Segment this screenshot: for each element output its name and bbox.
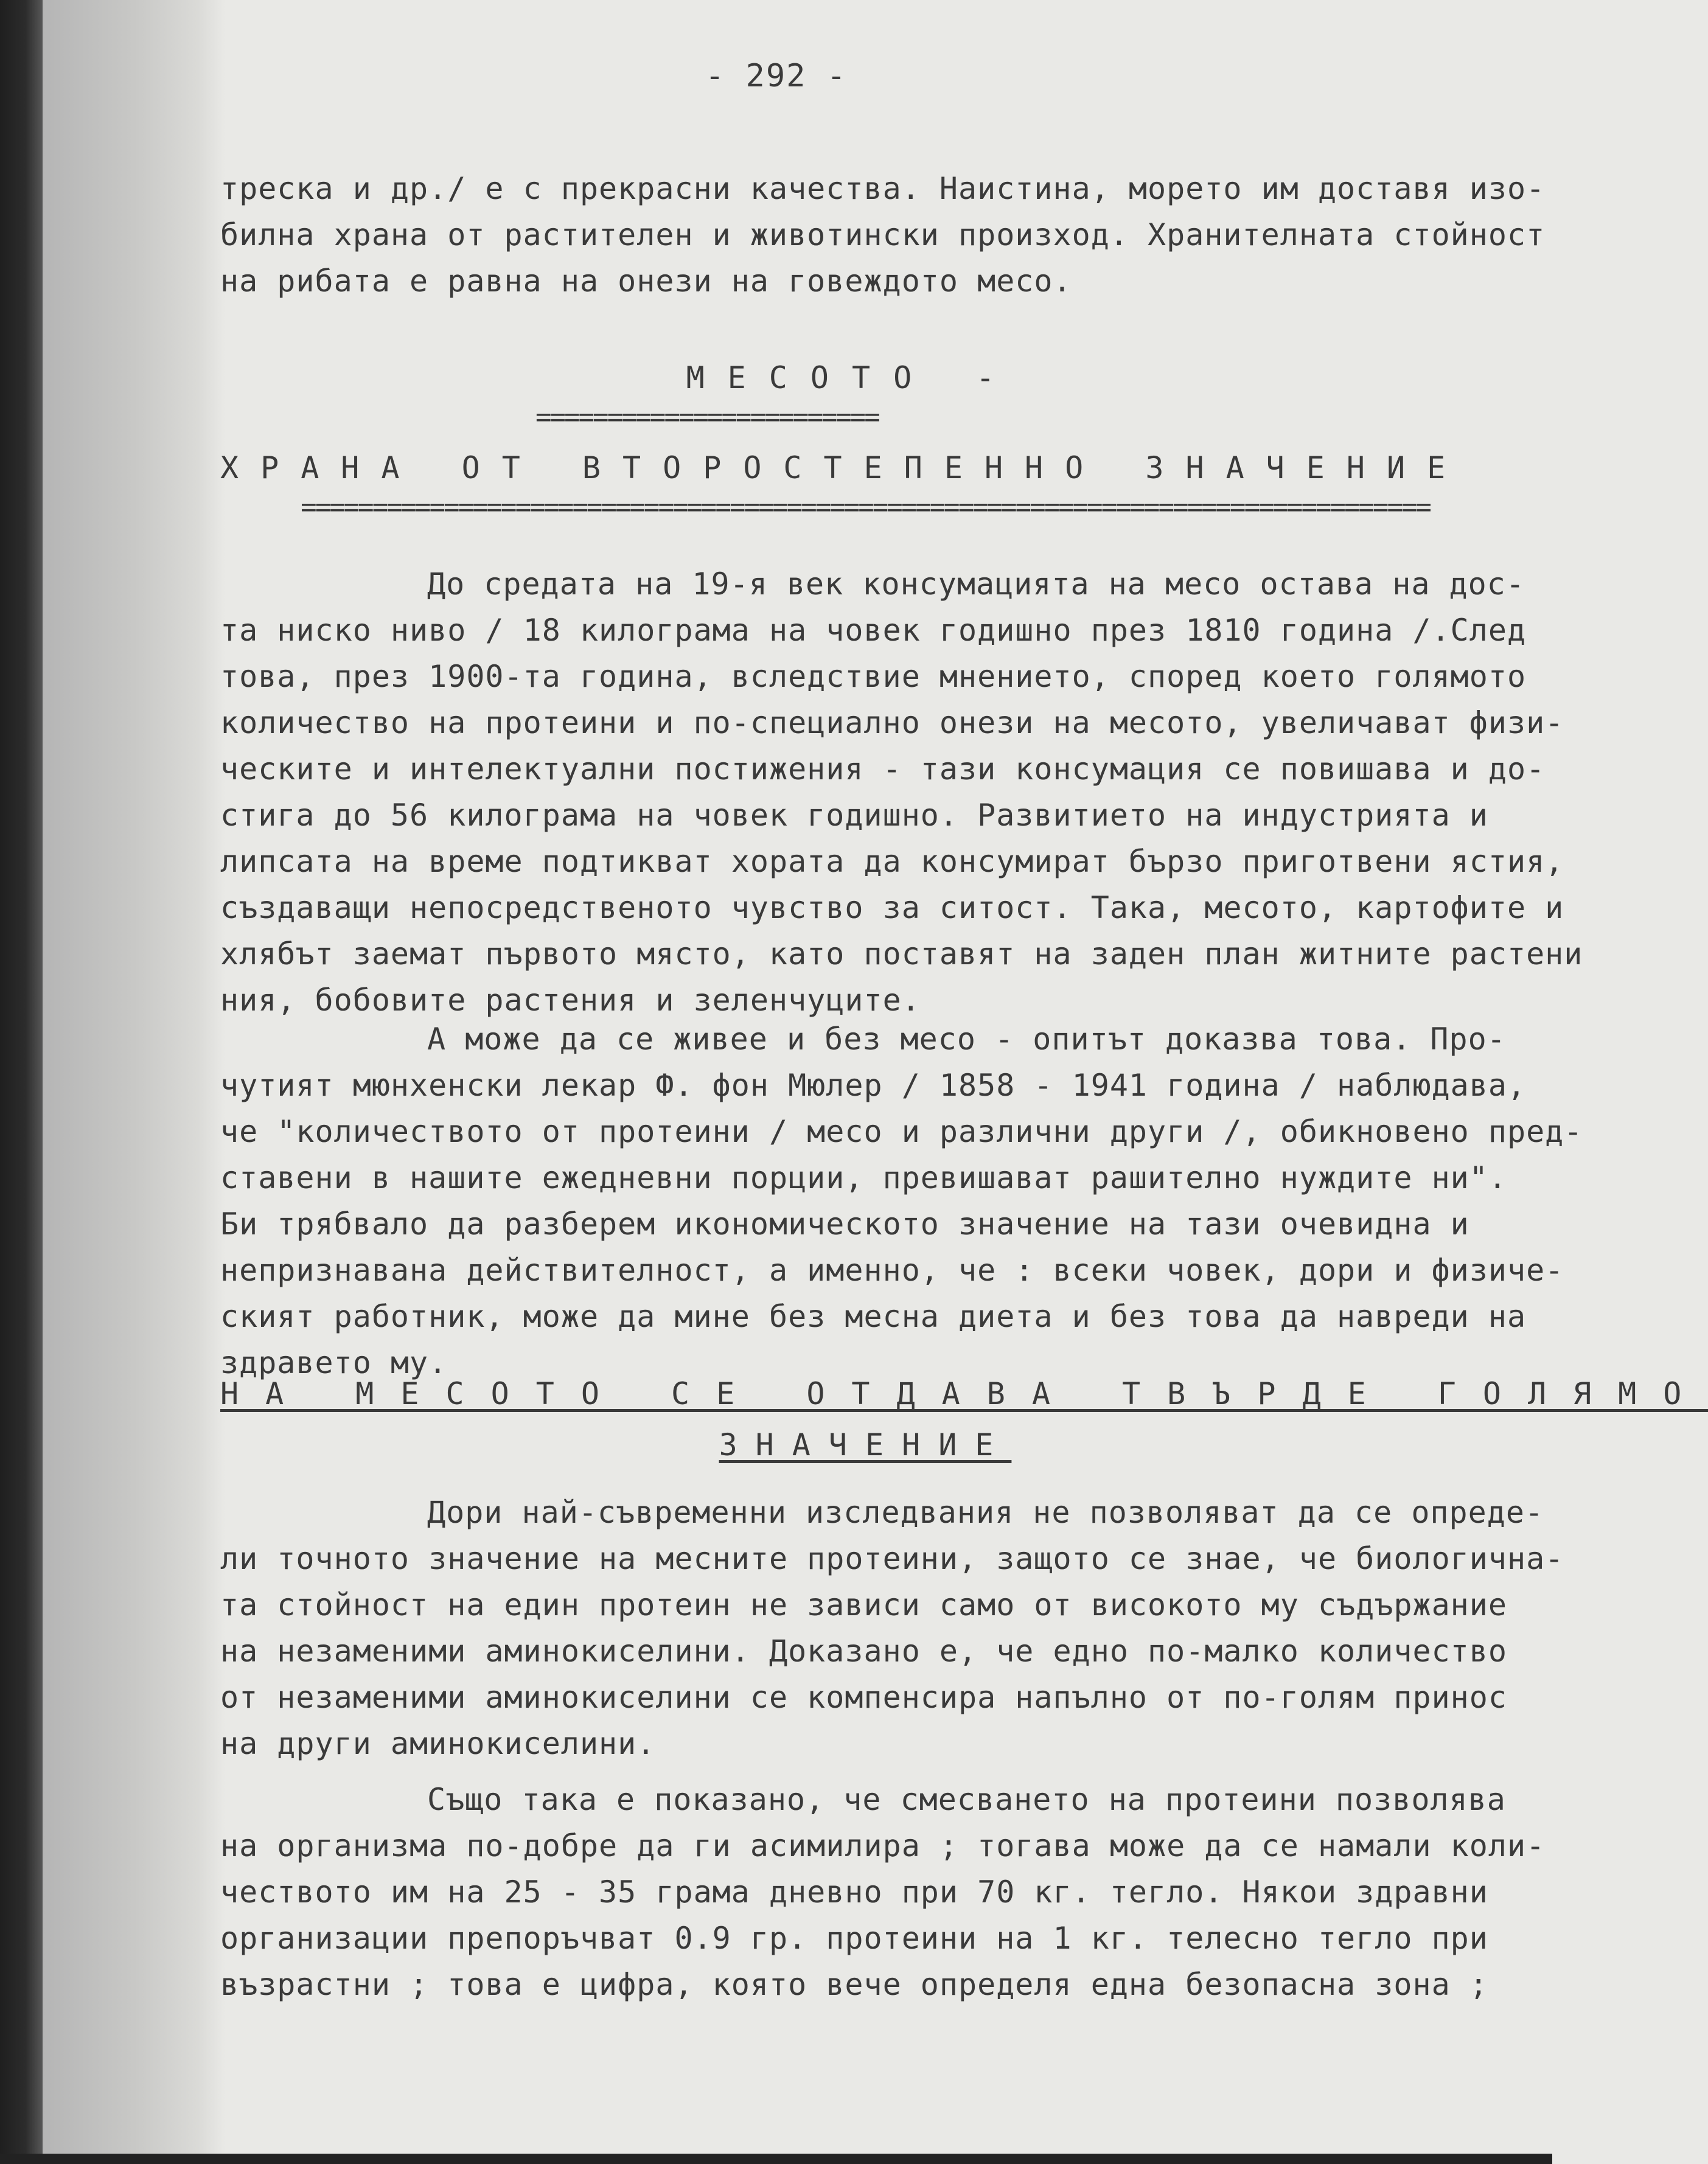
text-line: билна храна от растителен и животински произход. Хранителната стойност (220, 217, 1546, 252)
section-subtitle-secondary-food: ХРАНА ОТ ВТОРОСТЕПЕННО ЗНАЧЕНИЕ (220, 450, 1468, 485)
text-line: ческите и интелектуални постижения - тази консумация се повишава и до- (220, 751, 1546, 787)
text-line: количество на протеини и по-специално онези на месото, увеличават физи- (220, 705, 1564, 740)
intro-paragraph (220, 165, 1546, 304)
paragraph-protein-mixing (220, 1776, 1546, 2008)
text-line: това, през 1900-та година, вследствие мнението, според което голямото (220, 659, 1527, 694)
text-line: стига до 56 килограма на човек годишно. Развитието на индустрията и (220, 798, 1488, 833)
paragraph-meat-proteins (220, 1489, 1564, 1767)
section-title-meat-importance-line2: ЗНАЧЕНИЕ (719, 1427, 1012, 1463)
text-line: на други аминокиселини. (220, 1726, 656, 1761)
paragraph-meat-consumption (220, 561, 1583, 1023)
text-line: Би трябвало да разберем икономическото значение на тази очевидна и (220, 1206, 1469, 1242)
text-line: треска и др./ е с прекрасни качества. Наистина, морето им доставя изо- (220, 171, 1546, 206)
text-line: ния, бобовите растения и зеленчуците. (220, 983, 921, 1018)
subtitle-rule: =============================================================================== (301, 492, 1430, 523)
text-line: чеството им на 25 - 35 грама дневно при 70 кг. тегло. Някои здравни (220, 1874, 1488, 1910)
text-line: ли точното значение на месните протеини, защото се знае, че биологична- (220, 1541, 1564, 1576)
text-line: Дори най-съвременни изследвания не позволяват да се опреде- (427, 1495, 1544, 1530)
text-line: на организма по-добре да ги асимилира ; тогава може да се намали коли- (220, 1828, 1546, 1863)
text-line: че "количеството от протеини / месо и различни други /, обикновено пред- (220, 1114, 1583, 1149)
text-line: А може да се живее и без месо - опитът доказва това. Про- (427, 1021, 1506, 1057)
text-line: от незаменими аминокиселини се компенсира напълно от по-голям принос (220, 1680, 1507, 1715)
paragraph-living-without-meat (220, 1016, 1583, 1386)
text-line: липсата на време подтикват хората да консумират бързо приготвени ястия, (220, 844, 1564, 879)
text-line: та ниско ниво / 18 килограма на човек годишно през 1810 година /.След (220, 613, 1527, 648)
text-line: ският работник, може да мине без месна диета и без това да навреди на (220, 1299, 1527, 1334)
text-line: хлябът заемат първото място, като поставят на заден план житните растени (220, 936, 1583, 972)
page-number: - 292 - (705, 58, 848, 94)
text-line: на рибата е равна на онези на говеждото месо. (220, 263, 1072, 299)
text-line: чутият мюнхенски лекар Ф. фон Мюлер / 1858 - 1941 година / наблюдава, (220, 1068, 1527, 1103)
section-title-meat-importance: НА МЕСОТО СЕ ОТДАВА ТВЪРДЕ ГОЛЯМО (220, 1376, 1708, 1411)
section-title-meat: МЕСОТО - (686, 360, 1018, 395)
text-line: До средата на 19-я век консумацията на месо остава на дос- (427, 566, 1525, 602)
text-line: здравето му. (220, 1345, 448, 1380)
text-line: непризнавана действителност, а именно, че : всеки човек, дори и физиче- (220, 1253, 1564, 1288)
text-line: ставени в нашите ежедневни порции, превишават рашително нуждите ни". (220, 1160, 1507, 1195)
text-line: създаващи непосредственото чувство за ситост. Така, месото, картофите и (220, 890, 1564, 925)
scan-bottom-edge (0, 2154, 1552, 2164)
text-line: организации препоръчват 0.9 гр. протеини на 1 кг. телесно тегло при (220, 1921, 1488, 1956)
text-line: на незаменими аминокиселини. Доказано е, че едно по-малко количество (220, 1633, 1507, 1669)
text-line: та стойност на един протеин не зависи само от високото му съдържание (220, 1587, 1507, 1623)
title-rule: ======================== (535, 402, 879, 433)
text-line: Също така е показано, че смесването на протеини позволява (427, 1782, 1506, 1817)
text-line: възрастни ; това е цифра, която вече определя една безопасна зона ; (220, 1967, 1488, 2002)
